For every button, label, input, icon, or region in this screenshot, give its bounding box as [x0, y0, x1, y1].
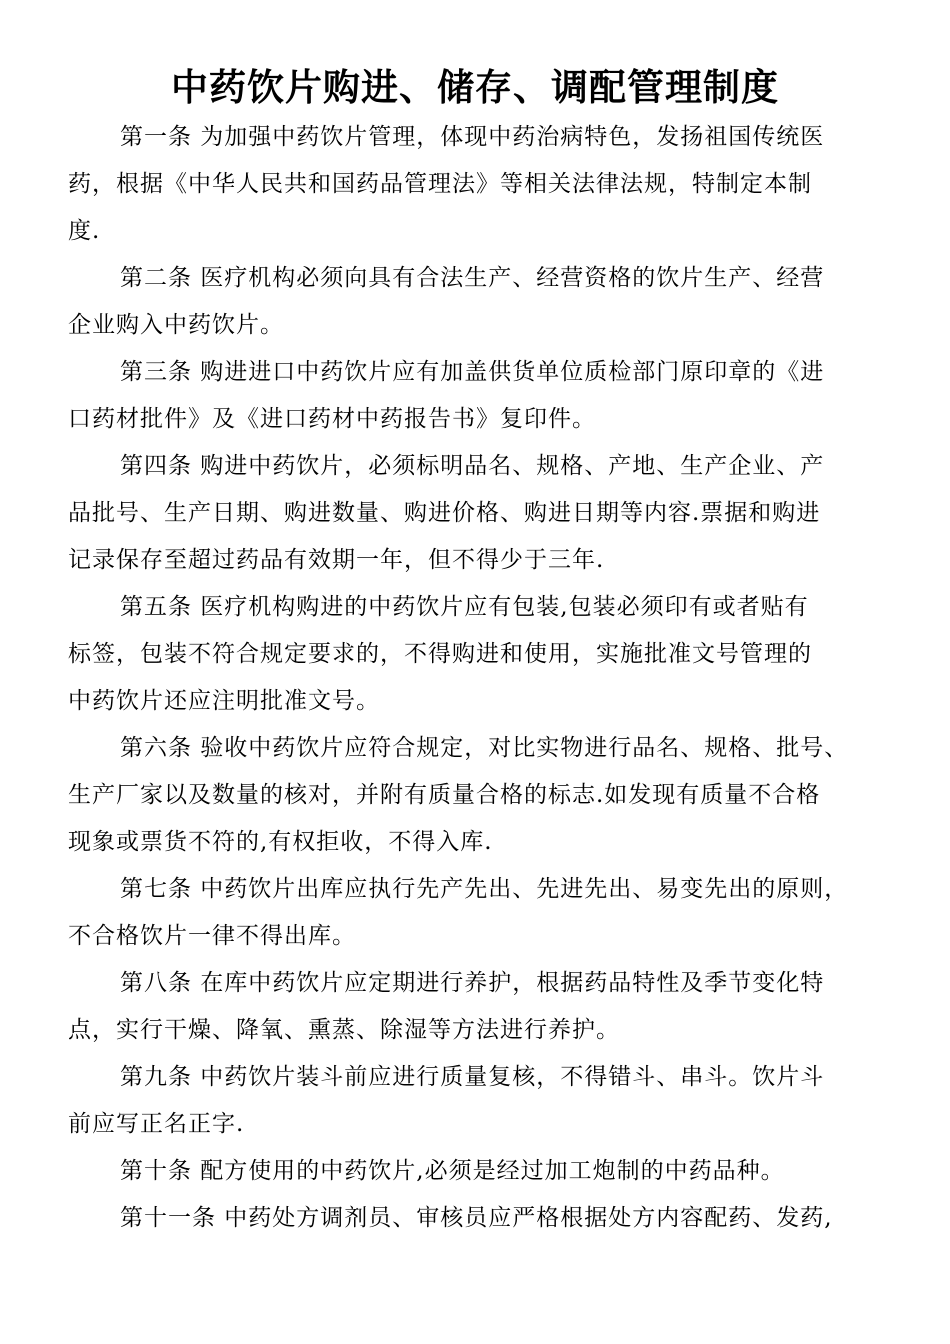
document-title: 中药饮片购进、储存、调配管理制度: [171, 66, 779, 109]
paragraph-line: 标签，包装不符合规定要求的，不得购进和使用，实施批准文号管理的: [68, 641, 812, 667]
paragraph-line: 第八条 在库中药饮片应定期进行养护，根据药品特性及季节变化特: [120, 970, 825, 996]
paragraph-line: 第十一条 中药处方调剂员、审核员应严格根据处方内容配药、发药,: [120, 1205, 833, 1231]
paragraph-line: 第三条 购进进口中药饮片应有加盖供货单位质检部门原印章的《进: [120, 359, 825, 385]
paragraph-line: 药，根据《中华人民共和国药品管理法》等相关法律法规，特制定本制: [68, 171, 812, 197]
paragraph-line: 生产厂家以及数量的核对，并附有质量合格的标志.如发现有质量不合格: [68, 782, 821, 808]
paragraph-line: 记录保存至超过药品有效期一年，但不得少于三年.: [68, 547, 605, 573]
paragraph-line: 第六条 验收中药饮片应符合规定，对比实物进行品名、规格、批号、: [120, 735, 849, 761]
article-9: [68, 1054, 888, 1148]
paragraph-line: 不合格饮片一律不得出库。: [68, 923, 356, 949]
article-7: [68, 866, 888, 960]
paragraph-line: 第二条 医疗机构必须向具有合法生产、经营资格的饮片生产、经营: [120, 265, 825, 291]
paragraph-line: 第五条 医疗机构购进的中药饮片应有包装,包装必须印有或者贴有: [120, 594, 809, 620]
paragraph-line: 口药材批件》及《进口药材中药报告书》复印件。: [68, 406, 596, 432]
paragraph-line: 中药饮片还应注明批准文号。: [68, 688, 380, 714]
article-11: [68, 1195, 888, 1242]
article-8: [68, 960, 888, 1054]
paragraph-line: 第七条 中药饮片出库应执行先产先出、先进先出、易变先出的原则，: [120, 876, 849, 902]
article-1: [68, 114, 888, 255]
paragraph-line: 第四条 购进中药饮片，必须标明品名、规格、产地、生产企业、产: [120, 453, 825, 479]
paragraph-line: 第九条 中药饮片装斗前应进行质量复核，不得错斗、串斗。饮片斗: [120, 1064, 825, 1090]
paragraph-line: 度.: [68, 218, 101, 244]
article-5: [68, 584, 888, 725]
document-body: [68, 114, 888, 1242]
article-3: [68, 349, 888, 443]
paragraph-line: 前应写正名正字.: [68, 1111, 245, 1137]
paragraph-line: 第一条 为加强中药饮片管理，体现中药治病特色，发扬祖国传统医: [120, 124, 825, 150]
paragraph-line: 企业购入中药饮片。: [68, 312, 284, 338]
article-10: [68, 1148, 888, 1195]
paragraph-line: 第十条 配方使用的中药饮片,必须是经过加工炮制的中药品种。: [120, 1158, 785, 1184]
article-6: [68, 725, 888, 866]
paragraph-line: 点，实行干燥、降氧、熏蒸、除湿等方法进行养护。: [68, 1017, 620, 1043]
article-4: [68, 443, 888, 584]
paragraph-line: 品批号、生产日期、购进数量、购进价格、购进日期等内容.票据和购进: [68, 500, 821, 526]
paragraph-line: 现象或票货不符的,有权拒收，不得入库.: [68, 829, 493, 855]
article-2: [68, 255, 888, 349]
